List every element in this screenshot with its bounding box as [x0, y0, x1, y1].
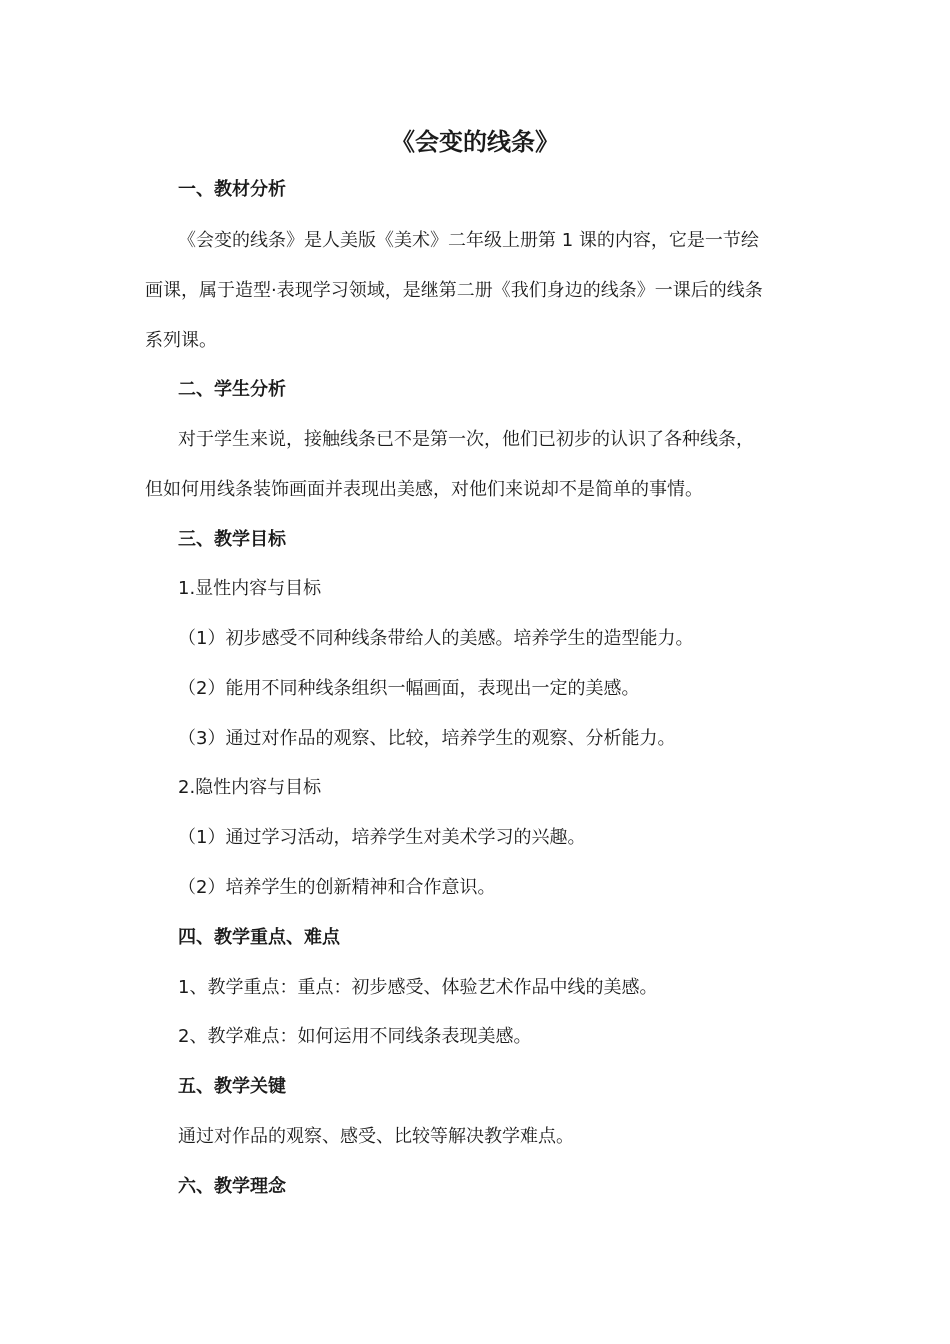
- paragraph-line: 通过对作品的观察、感受、比较等解决教学难点。: [178, 1126, 574, 1147]
- paragraph-line: 画课，属于造型·表现学习领域，是继第二册《我们身边的线条》一课后的线条: [145, 280, 763, 301]
- list-item: 1、教学重点：重点：初步感受、体验艺术作品中线的美感。: [178, 977, 658, 998]
- section-heading: 五、教学关键: [178, 1076, 286, 1097]
- section-heading: 三、教学目标: [178, 529, 286, 550]
- list-item: 2、教学难点：如何运用不同线条表现美感。: [178, 1026, 532, 1047]
- paragraph-line: 《会变的线条》是人美版《美术》二年级上册第 1 课的内容，它是一节绘: [178, 230, 759, 251]
- paragraph-line: 系列课。: [145, 330, 217, 351]
- section-heading: 一、教材分析: [178, 179, 286, 200]
- subheading-line: 2.隐性内容与目标: [178, 777, 322, 798]
- subheading-line: 1.显性内容与目标: [178, 578, 322, 599]
- paragraph-line: 但如何用线条装饰画面并表现出美感，对他们来说却不是简单的事情。: [145, 479, 703, 500]
- section-heading: 二、学生分析: [178, 379, 286, 400]
- list-item: （1）通过学习活动，培养学生对美术学习的兴趣。: [178, 827, 586, 848]
- list-item: （3）通过对作品的观察、比较，培养学生的观察、分析能力。: [178, 728, 676, 749]
- section-heading: 四、教学重点、难点: [178, 927, 340, 948]
- document-title: 《会变的线条》: [391, 128, 559, 156]
- section-heading: 六、教学理念: [178, 1176, 286, 1197]
- paragraph-line: 对于学生来说，接触线条已不是第一次，他们已初步的认识了各种线条，: [178, 429, 754, 450]
- list-item: （2）能用不同种线条组织一幅画面，表现出一定的美感。: [178, 678, 640, 699]
- list-item: （1）初步感受不同种线条带给人的美感。培养学生的造型能力。: [178, 628, 694, 649]
- list-item: （2）培养学生的创新精神和合作意识。: [178, 877, 496, 898]
